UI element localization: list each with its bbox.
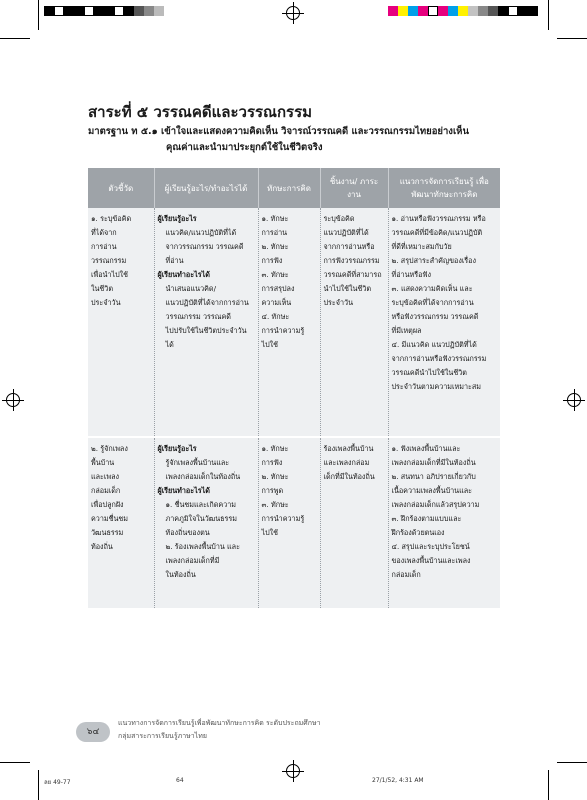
cell-approach: ๑. ฟังเพลงพื้นบ้านและ เพลงกล่อมเด็กที่มีในท้องถิ่น ๒. สนทนา อภิปรายเกี่ยวกับ เนื้อความเพลงพื้นบ้านและ เพลงกล่อมเด็กแล้วสรุปความ ๓. ฝึกร้องตามแบบและ ฝึกร้องด้วยตนเอง ๔. สรุปและระบุประโยชน์ ของเพลงพื้นบ้านและเพลง กล่อมเด็ก [388, 437, 500, 608]
learn-heading: ผู้เรียนรู้อะไร [157, 444, 197, 453]
learn-heading: ผู้เรียนรู้อะไร [157, 214, 197, 223]
crop-mark [0, 38, 30, 39]
crop-mark [38, 770, 39, 800]
standard-line-1: มาตรฐาน ท ๕.๑ เข้าใจและแสดงความคิดเห็น วิจารณ์วรรณคดี และวรรณกรรมไทยอย่างเห็น [88, 126, 469, 137]
crop-mark [0, 762, 30, 763]
registration-color-bar-left [44, 6, 164, 16]
crop-mark [557, 38, 587, 39]
crop-mark [38, 0, 39, 30]
registration-mark-right [567, 393, 581, 407]
registration-color-bar-right [388, 6, 538, 16]
learning-plan-table [88, 168, 500, 608]
cell-indicator: ๒. รู้จักเพลง พื้นบ้าน และเพลง กล่อมเด็ก เพื่อปลูกฝัง ความชื่นชม วัฒนธรรม ท้องถิ่น [88, 437, 154, 608]
registration-mark-left [6, 393, 20, 407]
learning-standard [88, 124, 518, 156]
cell-task: ร้องเพลงพื้นบ้าน และเพลงกล่อม เด็กที่มีในท้องถิ่น [320, 437, 388, 608]
page-number-badge: ๖๔ [76, 722, 110, 742]
cell-skills: ๑. ทักษะ การอ่าน ๒. ทักษะ การฟัง ๓. ทักษะ การสรุปลง ความเห็น ๔. ทักษะ การนำความรู้ ไปใช้ [258, 208, 320, 437]
header-indicator: ตัวชี้วัด [88, 168, 154, 208]
cell-learning [154, 437, 258, 608]
header-task: ชิ้นงาน/ ภาระงาน [320, 168, 388, 208]
cell-task: ระบุข้อคิด แนวปฏิบัติที่ได้ จากการอ่านหรือ การฟังวรรณกรรม วรรณคดีที่สามารถ นำไปใช้ในชีวิต ประจำวัน [320, 208, 388, 437]
table-header-row [88, 168, 500, 208]
crop-mark [557, 762, 587, 763]
do-body: นำเสนอแนวคิด/ แนวปฏิบัติที่ได้จากการอ่าน วรรณกรรม วรรณคดี ไปปรับใช้ในชีวิตประจำวันได้ [165, 284, 249, 349]
footer-book-title: แนวทางการจัดการเรียนรู้เพื่อพัฒนาทักษะการคิด ระดับประถมศึกษา [118, 719, 321, 727]
standard-line-2: คุณค่าและนำมาประยุกต์ใช้ในชีวิตจริง [166, 142, 323, 153]
slug-file-name: ลย 49-77 [44, 779, 71, 786]
registration-mark-top [286, 6, 300, 20]
do-body: ๑. ชื่นชมและเกิดความ ภาคภูมิใจในวัฒนธรรม ท้องถิ่นของตน ๒. ร้องเพลงพื้นบ้าน และ เพลงกล่อมเด็กที่มี ในท้องถิ่น [165, 500, 240, 579]
do-heading: ผู้เรียนทำอะไรได้ [157, 486, 210, 495]
registration-mark-bottom [286, 764, 300, 778]
table-row [88, 208, 500, 437]
section-title: สาระที่ ๕ วรรณคดีและวรรณกรรม [88, 103, 313, 121]
learn-body: รู้จักเพลงพื้นบ้านและ เพลงกล่อมเด็กในท้องถิ่น [165, 458, 241, 481]
header-approach: แนวการจัดการเรียนรู้ เพื่อพัฒนาทักษะการคิด [388, 168, 500, 208]
cell-learning [154, 208, 258, 437]
table-row [88, 437, 500, 608]
cell-indicator: ๑. ระบุข้อคิด ที่ได้จาก การอ่าน วรรณกรรม เพื่อนำไปใช้ ในชีวิต ประจำวัน [88, 208, 154, 437]
crop-mark [548, 770, 549, 800]
crop-mark [548, 0, 549, 30]
header-thinking-skills: ทักษะการคิด [258, 168, 320, 208]
learn-body: แนวคิด/แนวปฏิบัติที่ได้ จากวรรณกรรม วรรณคดี ที่อ่าน [165, 228, 244, 265]
header-learning: ผู้เรียนรู้อะไร/ทำอะไรได้ [154, 168, 258, 208]
cell-approach: ๑. อ่านหรือฟังวรรณกรรม หรือ วรรณคดีที่มีข้อคิด/แนวปฏิบัติ ที่ดีที่เหมาะสมกับวัย ๒. สรุปสาระสำคัญของเรื่อง ที่อ่านหรือฟัง ๓. แสดงความคิดเห็น และ ระบุข้อคิดที่ได้จากการอ่าน หรือฟังวรรณกรรม วรรณคดี ที่มีเหตุผล ๔. มีแนวคิด แนวปฏิบัติที่ได้ จากการอ่านหรือฟังวรรณกรรม วรรณคดีนำไปใช้ในชีวิต ประจำวันตามความเหมาะสม [388, 208, 500, 437]
do-heading: ผู้เรียนทำอะไรได้ [157, 270, 210, 279]
cell-skills: ๑. ทักษะ การฟัง ๒. ทักษะ การพูด ๓. ทักษะ การนำความรู้ ไปใช้ [258, 437, 320, 608]
slug-page-number: 64 [176, 777, 184, 784]
slug-timestamp: 27/1/52, 4:31 AM [372, 777, 424, 784]
footer-subject: กลุ่มสาระการเรียนรู้ภาษาไทย [118, 732, 207, 740]
